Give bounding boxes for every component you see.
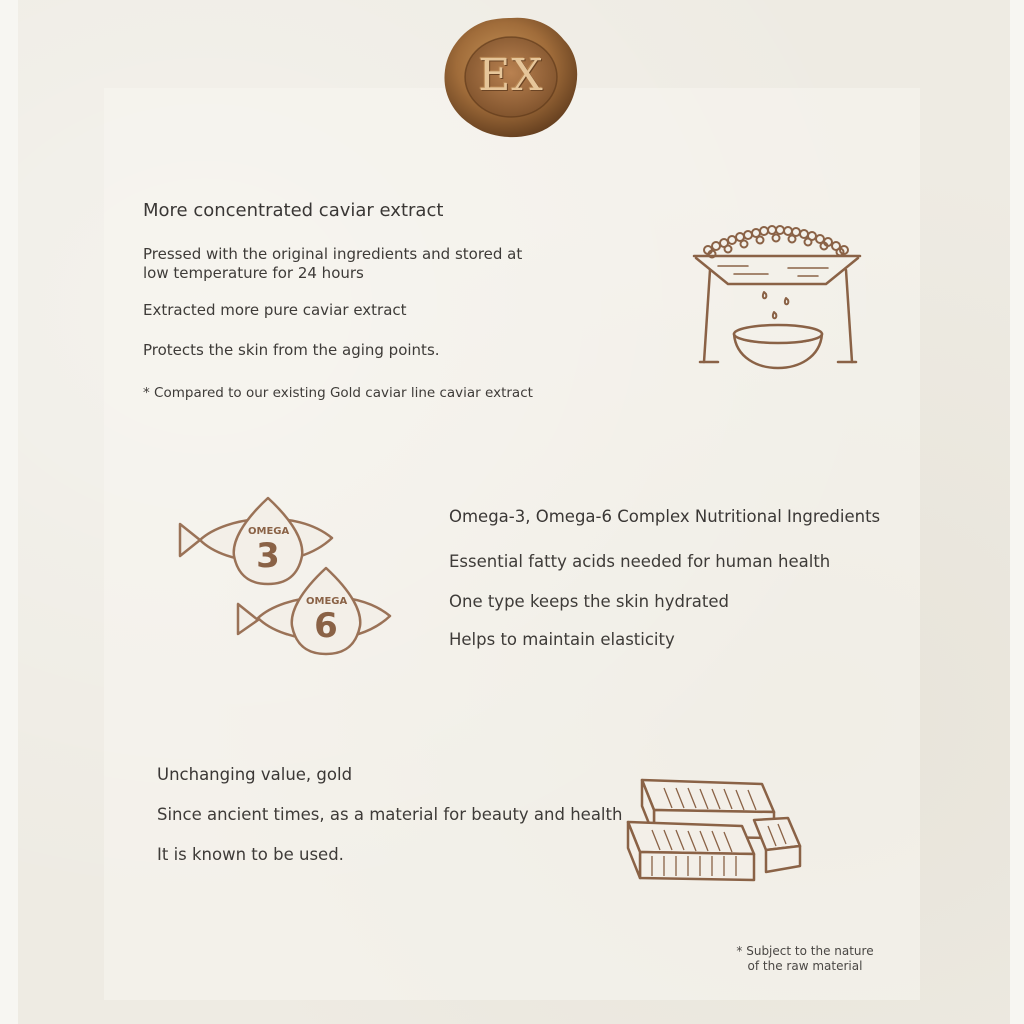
- section1-line1b: low temperature for 24 hours: [143, 264, 364, 282]
- footnote-line1: * Subject to the nature: [736, 944, 874, 958]
- left-border: [0, 0, 18, 1024]
- caviar-extraction-icon: [688, 222, 868, 372]
- section1-line2: Extracted more pure caviar extract: [143, 301, 407, 319]
- omega-fish-icon: [176, 494, 396, 664]
- fish1-number: 3: [256, 536, 280, 576]
- section1-note: * Compared to our existing Gold caviar line caviar extract: [143, 385, 533, 401]
- section1-line1a: Pressed with the original ingredients and stored at: [143, 245, 523, 263]
- section1-title: More concentrated caviar extract: [143, 200, 444, 221]
- fish1-label: OMEGA: [248, 526, 290, 537]
- section3-line1: Since ancient times, as a material for beauty and health: [157, 805, 623, 824]
- fish2-label: OMEGA: [306, 596, 348, 607]
- section1-line3: Protects the skin from the aging points.: [143, 341, 440, 359]
- fish2-number: 6: [314, 606, 338, 646]
- seal-text: EX: [478, 50, 544, 101]
- section2-line2: One type keeps the skin hydrated: [449, 592, 729, 611]
- gold-bars-icon: [612, 776, 804, 886]
- section2-line3: Helps to maintain elasticity: [449, 630, 675, 649]
- section3-line2: It is known to be used.: [157, 845, 344, 864]
- section2-line1: Essential fatty acids needed for human health: [449, 552, 831, 571]
- wax-seal-icon: [440, 14, 582, 140]
- section3-title: Unchanging value, gold: [157, 765, 353, 784]
- section2-title: Omega-3, Omega-6 Complex Nutritional Ingredients: [449, 507, 881, 526]
- right-border: [1010, 0, 1024, 1024]
- footnote-line2: of the raw material: [747, 959, 863, 973]
